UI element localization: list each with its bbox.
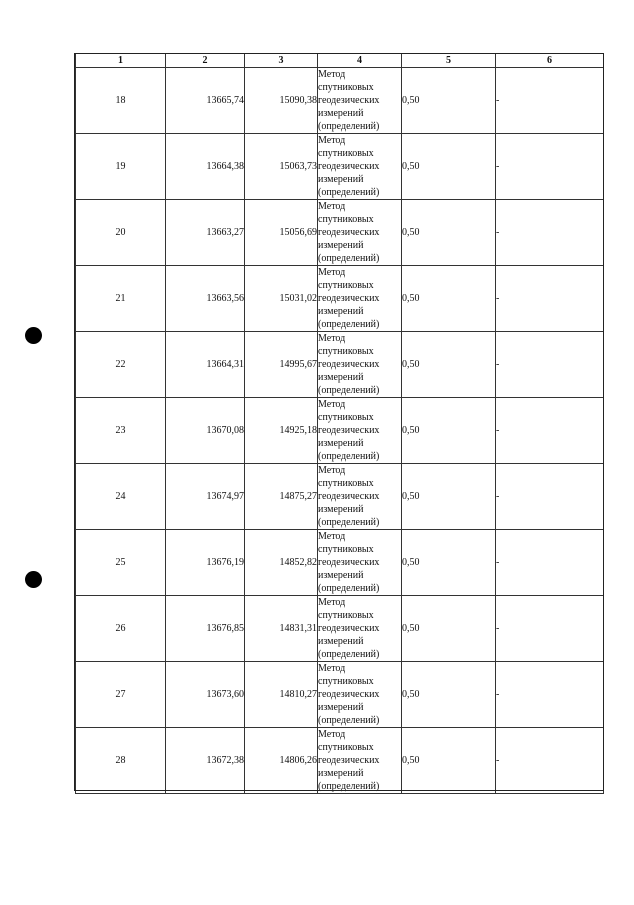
accuracy-cell: 0,50	[402, 662, 496, 728]
method-text-line: измерений	[318, 504, 364, 515]
y-coordinate-cell: 15056,69	[245, 200, 318, 266]
column-header: 2	[166, 54, 245, 68]
method-text-line: спутниковых	[318, 280, 374, 291]
column-header: 4	[318, 54, 402, 68]
method-text-line: спутниковых	[318, 82, 374, 93]
y-coordinate-cell: 15031,02	[245, 266, 318, 332]
column-header: 5	[402, 54, 496, 68]
method-text-line: Метод	[318, 135, 346, 146]
accuracy-cell: 0,50	[402, 332, 496, 398]
point-number-cell: 18	[76, 68, 166, 134]
method-text-line: спутниковых	[318, 214, 374, 225]
note-cell: -	[496, 200, 604, 266]
method-text-line: Метод	[318, 465, 346, 476]
method-text-line: геодезических	[318, 491, 380, 502]
column-header: 3	[245, 54, 318, 68]
y-coordinate-cell: 14925,18	[245, 398, 318, 464]
point-number-cell: 24	[76, 464, 166, 530]
note-cell: -	[496, 68, 604, 134]
point-number-cell: 26	[76, 596, 166, 662]
method-text-line: спутниковых	[318, 346, 374, 357]
y-coordinate-cell: 15090,38	[245, 68, 318, 134]
y-coordinate-cell: 14806,26	[245, 728, 318, 794]
point-number-cell: 19	[76, 134, 166, 200]
note-cell: -	[496, 134, 604, 200]
accuracy-cell: 0,50	[402, 398, 496, 464]
method-text-line: (определений)	[318, 649, 380, 660]
x-coordinate-cell: 13664,38	[166, 134, 245, 200]
x-coordinate-cell: 13663,56	[166, 266, 245, 332]
method-text-line: геодезических	[318, 359, 380, 370]
method-text-line: геодезических	[318, 161, 380, 172]
method-text-line: геодезических	[318, 689, 380, 700]
method-text-line: Метод	[318, 267, 346, 278]
method-text-line: геодезических	[318, 95, 380, 106]
method-text-line: Метод	[318, 597, 346, 608]
method-text-line: (определений)	[318, 253, 380, 264]
point-number-cell: 21	[76, 266, 166, 332]
method-text-line: (определений)	[318, 451, 380, 462]
method-text-line: геодезических	[318, 557, 380, 568]
point-number-cell: 22	[76, 332, 166, 398]
method-text-line: измерений	[318, 240, 364, 251]
method-text-line: спутниковых	[318, 148, 374, 159]
x-coordinate-cell: 13664,31	[166, 332, 245, 398]
method-text-line: Метод	[318, 201, 346, 212]
accuracy-cell: 0,50	[402, 68, 496, 134]
method-text-line: геодезических	[318, 425, 380, 436]
punch-hole	[25, 571, 42, 588]
method-text-line: геодезических	[318, 293, 380, 304]
point-number-cell: 23	[76, 398, 166, 464]
method-text-line: измерений	[318, 174, 364, 185]
note-cell: -	[496, 728, 604, 794]
method-text-line: спутниковых	[318, 544, 374, 555]
method-text-line: (определений)	[318, 187, 380, 198]
x-coordinate-cell: 13674,97	[166, 464, 245, 530]
method-text-line: (определений)	[318, 715, 380, 726]
accuracy-cell: 0,50	[402, 134, 496, 200]
accuracy-cell: 0,50	[402, 530, 496, 596]
method-text-line: измерений	[318, 438, 364, 449]
method-text-line: измерений	[318, 306, 364, 317]
method-text-line: (определений)	[318, 583, 380, 594]
x-coordinate-cell: 13665,74	[166, 68, 245, 134]
y-coordinate-cell: 14831,31	[245, 596, 318, 662]
note-cell: -	[496, 530, 604, 596]
note-cell: -	[496, 332, 604, 398]
point-number-cell: 20	[76, 200, 166, 266]
x-coordinate-cell: 13673,60	[166, 662, 245, 728]
accuracy-cell: 0,50	[402, 728, 496, 794]
method-text-line: измерений	[318, 372, 364, 383]
method-text-line: измерений	[318, 108, 364, 119]
x-coordinate-cell: 13670,08	[166, 398, 245, 464]
method-text-line: (определений)	[318, 385, 380, 396]
method-text-line: Метод	[318, 729, 346, 740]
y-coordinate-cell: 14852,82	[245, 530, 318, 596]
note-cell: -	[496, 596, 604, 662]
method-text-line: измерений	[318, 702, 364, 713]
method-text-line: спутниковых	[318, 412, 374, 423]
accuracy-cell: 0,50	[402, 200, 496, 266]
x-coordinate-cell: 13676,19	[166, 530, 245, 596]
y-coordinate-cell: 15063,73	[245, 134, 318, 200]
method-text-line: Метод	[318, 663, 346, 674]
method-text-line: спутниковых	[318, 742, 374, 753]
method-text-line: спутниковых	[318, 676, 374, 687]
column-header: 6	[496, 54, 604, 68]
note-cell: -	[496, 266, 604, 332]
method-text-line: (определений)	[318, 781, 380, 792]
point-number-cell: 28	[76, 728, 166, 794]
note-cell: -	[496, 662, 604, 728]
accuracy-cell: 0,50	[402, 266, 496, 332]
column-header: 1	[76, 54, 166, 68]
method-text-line: (определений)	[318, 121, 380, 132]
x-coordinate-cell: 13672,38	[166, 728, 245, 794]
method-text-line: измерений	[318, 570, 364, 581]
method-text-line: спутниковых	[318, 610, 374, 621]
y-coordinate-cell: 14810,27	[245, 662, 318, 728]
method-text-line: геодезических	[318, 623, 380, 634]
method-text-line: Метод	[318, 69, 346, 80]
method-text-line: геодезических	[318, 755, 380, 766]
x-coordinate-cell: 13663,27	[166, 200, 245, 266]
method-text-line: Метод	[318, 399, 346, 410]
accuracy-cell: 0,50	[402, 596, 496, 662]
x-coordinate-cell: 13676,85	[166, 596, 245, 662]
method-text-line: измерений	[318, 636, 364, 647]
table-frame	[74, 53, 604, 791]
note-cell: -	[496, 398, 604, 464]
method-text-line: спутниковых	[318, 478, 374, 489]
method-text-line: измерений	[318, 768, 364, 779]
accuracy-cell: 0,50	[402, 464, 496, 530]
note-cell: -	[496, 464, 604, 530]
punch-hole	[25, 327, 42, 344]
method-text-line: (определений)	[318, 517, 380, 528]
method-text-line: (определений)	[318, 319, 380, 330]
point-number-cell: 25	[76, 530, 166, 596]
y-coordinate-cell: 14875,27	[245, 464, 318, 530]
method-text-line: геодезических	[318, 227, 380, 238]
y-coordinate-cell: 14995,67	[245, 332, 318, 398]
point-number-cell: 27	[76, 662, 166, 728]
method-text-line: Метод	[318, 333, 346, 344]
method-text-line: Метод	[318, 531, 346, 542]
